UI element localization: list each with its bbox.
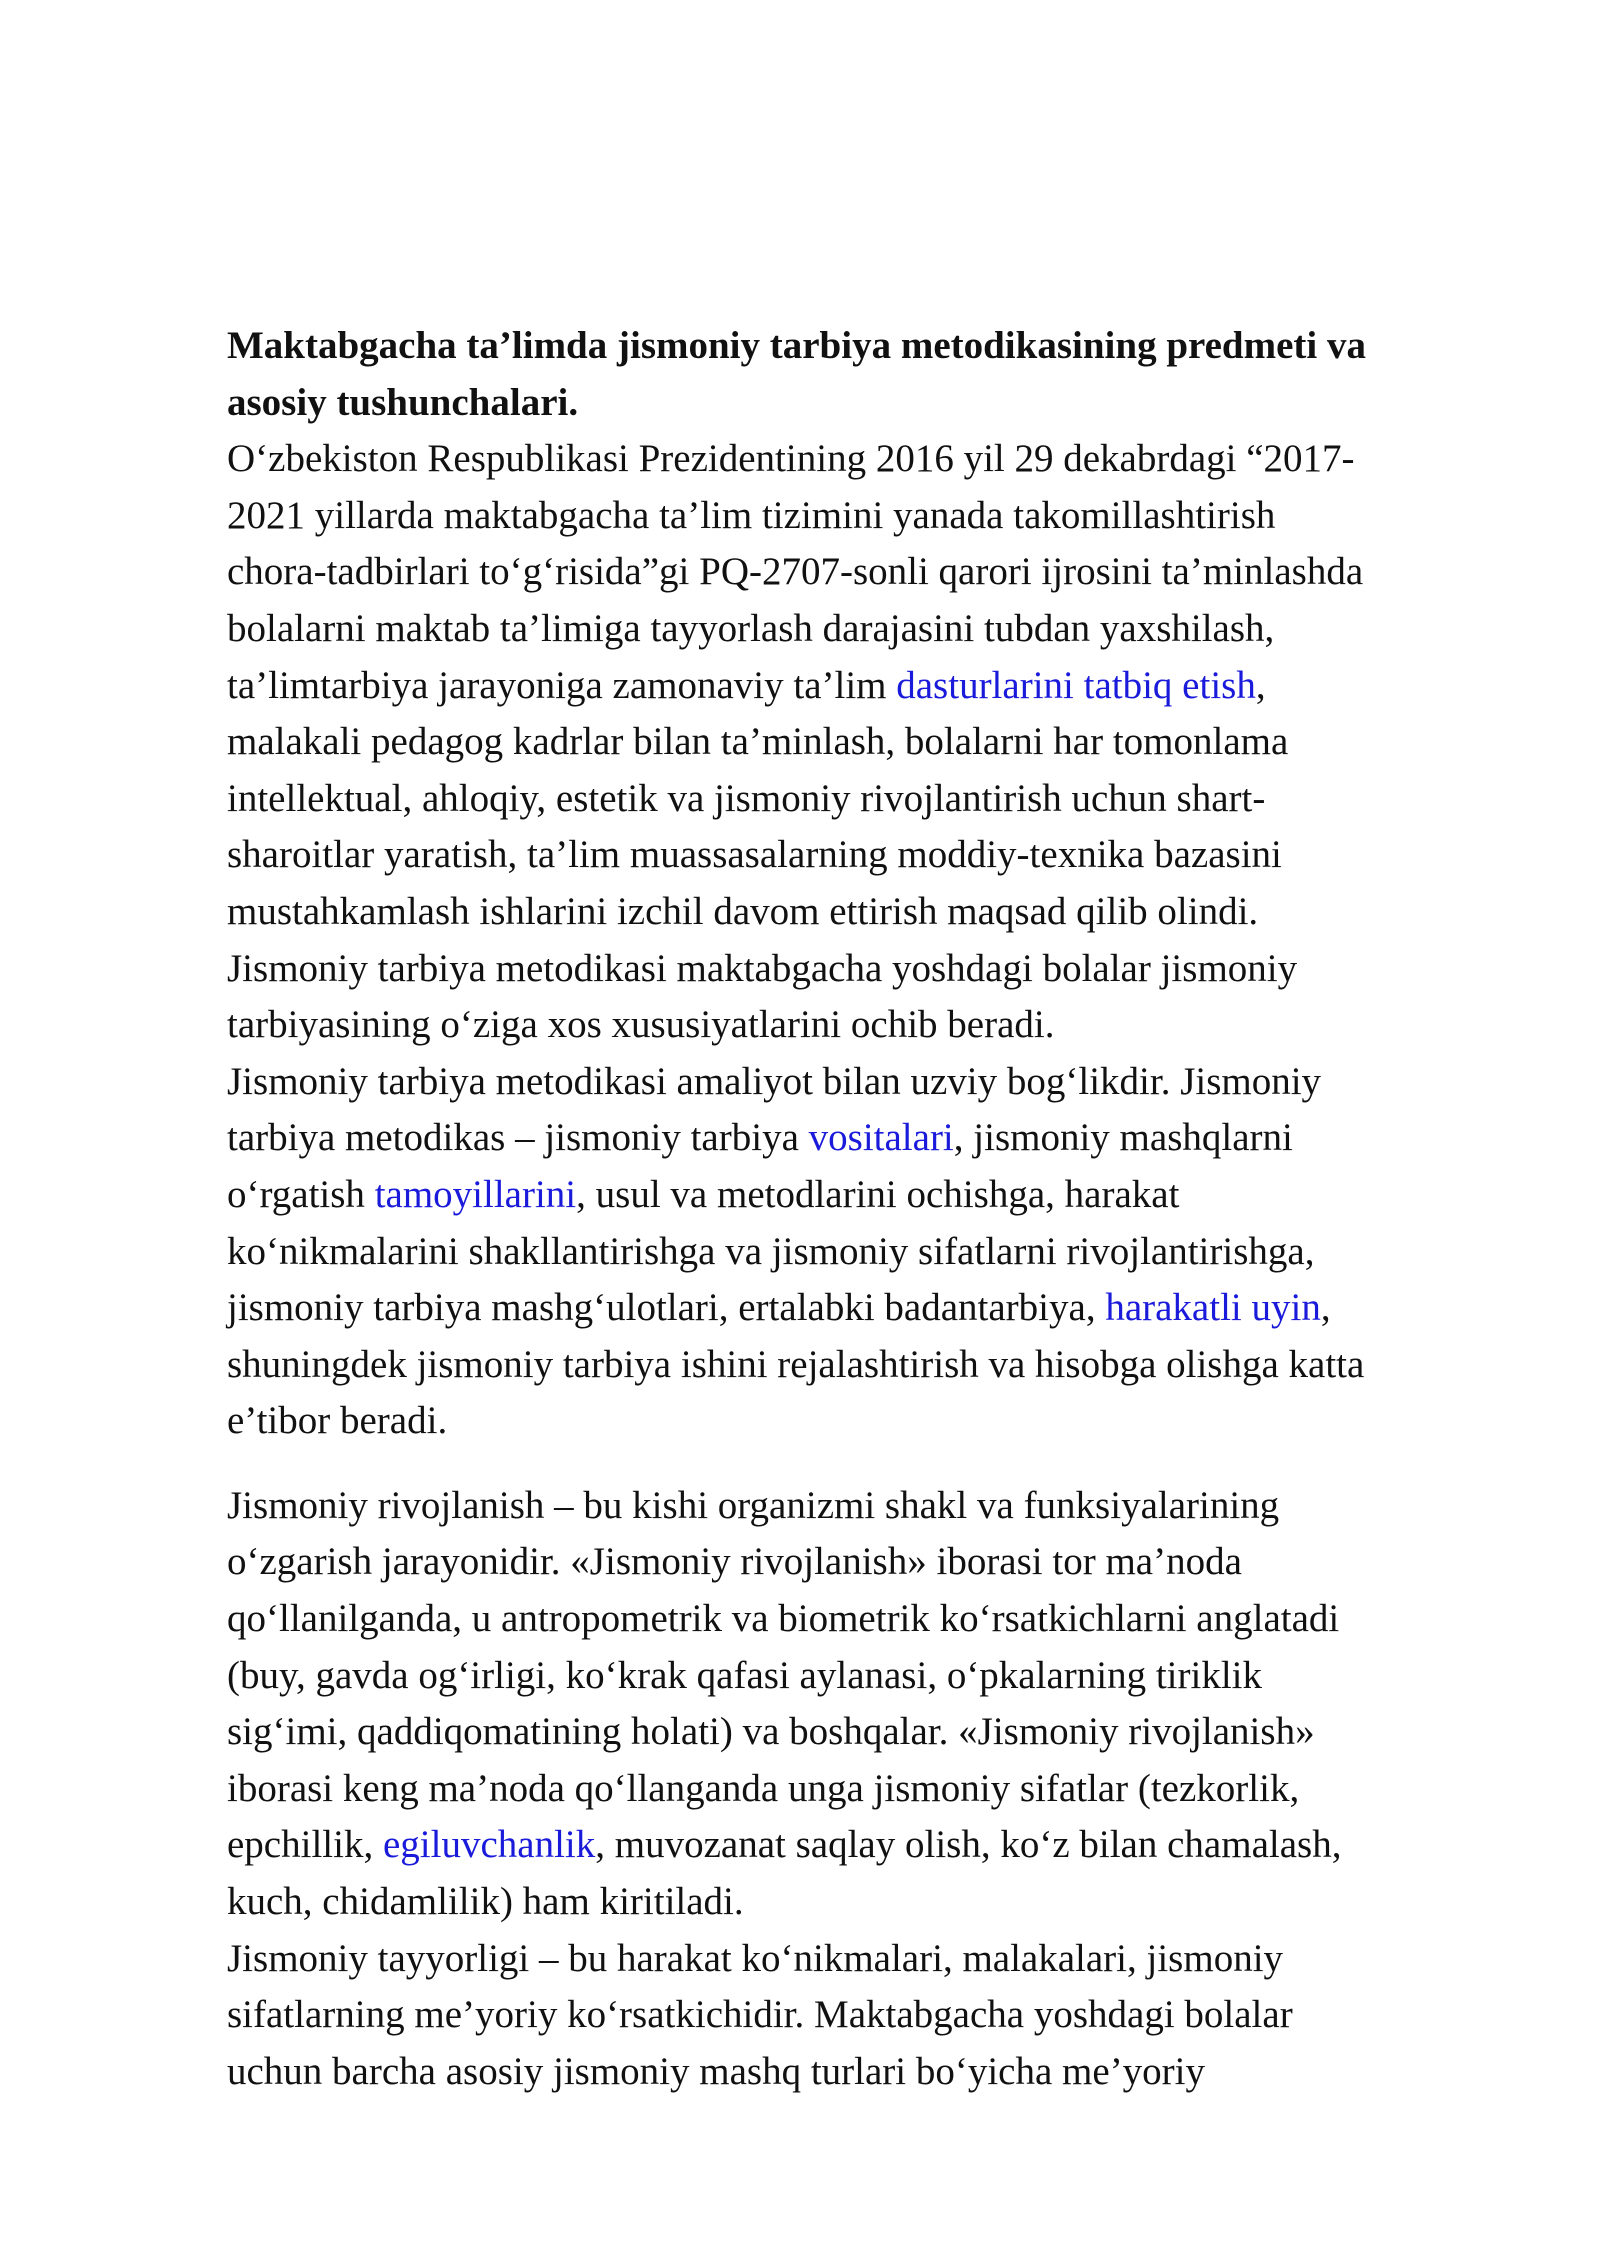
paragraph-practice — [227, 1054, 1497, 1450]
text-line: ko‘nikmalarini shakllantirishga va jismoniy sifatlarni rivojlantirishga, — [227, 1229, 1315, 1273]
paragraph-physical-development — [227, 1478, 1497, 1931]
text-line: chora-tadbirlari to‘g‘risida”gi PQ-2707-sonli qarori ijrosini ta’minlashda — [227, 550, 1364, 594]
text-line: , muvozanat saqlay olish, ko‘z bilan chamalash, — [595, 1823, 1342, 1867]
text-line: e’tibor beradi. — [227, 1399, 448, 1443]
text-line: o‘zgarish jarayonidir. «Jismoniy rivojlanish» iborasi tor ma’noda — [227, 1540, 1242, 1584]
title-line: Maktabgacha ta’limda jismoniy tarbiya metodikasining predmeti va — [227, 324, 1366, 367]
text-line: Jismoniy tarbiya metodikasi amaliyot bilan uzviy bog‘likdir. Jismoniy — [227, 1059, 1322, 1103]
paragraph-physical-readiness — [227, 1931, 1497, 2101]
text-line: bolalarni maktab ta’limiga tayyorlash darajasini tubdan yaxshilash, — [227, 606, 1275, 650]
document-title — [227, 318, 1497, 431]
text-line: sifatlarning me’yoriy ko‘rsatkichidir. Maktabgacha yoshdagi bolalar — [227, 1993, 1293, 2037]
text-line: intellektual, ahloqiy, estetik va jismoniy rivojlantirish uchun shart- — [227, 776, 1266, 820]
link-vositalari[interactable]: vositalari — [808, 1116, 954, 1160]
text-line: Jismoniy tayyorligi – bu harakat ko‘nikmalari, malakalari, jismoniy — [227, 1936, 1284, 1980]
text-line: mustahkamlash ishlarini izchil davom ettirish maqsad qilib olindi. — [227, 889, 1259, 933]
text-line: , usul va metodlarini ochishga, harakat — [576, 1172, 1180, 1216]
text-line: malakali pedagog kadrlar bilan ta’minlash, bolalarni har tomonlama — [227, 720, 1289, 764]
text-line: shuningdek jismoniy tarbiya ishini rejalashtirish va hisobga olishga katta — [227, 1342, 1365, 1386]
text-line: qo‘llanilganda, u antropometrik va biometrik ko‘rsatkichlarni anglatadi — [227, 1597, 1340, 1641]
text-line: 2021 yillarda maktabgacha ta’lim tizimini yanada takomillashtirish — [227, 493, 1276, 537]
link-dasturlarini-tatbiq-etish[interactable]: dasturlarini tatbiq etish — [896, 663, 1256, 707]
text-line: (buy, gavda og‘irligi, ko‘krak qafasi aylanasi, o‘pkalarning tiriklik — [227, 1653, 1263, 1697]
text-line: tarbiyasining o‘ziga xos xususiyatlarini ochib beradi. — [227, 1003, 1055, 1047]
link-tamoyillarini[interactable]: tamoyillarini — [374, 1172, 577, 1216]
text-line: Jismoniy tarbiya metodikasi maktabgacha yoshdagi bolalar jismoniy — [227, 946, 1298, 990]
text-line: tarbiya metodikas – jismoniy tarbiya — [227, 1116, 809, 1160]
paragraph-decree — [227, 431, 1497, 940]
text-line: sharoitlar yaratish, ta’lim muassasalarning moddiy-texnika bazasini — [227, 833, 1282, 877]
text-line: uchun barcha asosiy jismoniy mashq turlari bo‘yicha me’yoriy — [227, 2049, 1206, 2093]
text-line: epchillik, — [227, 1823, 383, 1867]
text-line: iborasi keng ma’noda qo‘llanganda unga jismoniy sifatlar (tezkorlik, — [227, 1766, 1300, 1810]
paragraph-methodology — [227, 941, 1497, 1054]
text-line: , — [1255, 663, 1266, 707]
text-line: sig‘imi, qaddiqomatining holati) va boshqalar. «Jismoniy rivojlanish» — [227, 1710, 1315, 1754]
text-line: jismoniy tarbiya mashg‘ulotlari, ertalabki badantarbiya, — [227, 1286, 1106, 1330]
text-line: , jismoniy mashqlarni — [953, 1116, 1293, 1160]
text-line: kuch, chidamlilik) ham kiritiladi. — [227, 1880, 744, 1924]
text-line: o‘rgatish — [227, 1172, 375, 1216]
text-line: , — [1320, 1286, 1331, 1330]
link-egiluvchanlik[interactable]: egiluvchanlik — [382, 1823, 596, 1867]
title-line: asosiy tushunchalari. — [227, 380, 579, 424]
text-line: O‘zbekiston Respublikasi Prezidentining 2016 yil 29 dekabrdagi “2017- — [227, 437, 1355, 481]
text-line: Jismoniy rivojlanish – bu kishi organizmi shakl va funksiyalarining — [227, 1483, 1280, 1527]
text-line: ta’limtarbiya jarayoniga zamonaviy ta’lim — [227, 663, 897, 707]
document-page — [227, 318, 1497, 2100]
link-harakatli-uyin[interactable]: harakatli uyin — [1105, 1286, 1321, 1330]
